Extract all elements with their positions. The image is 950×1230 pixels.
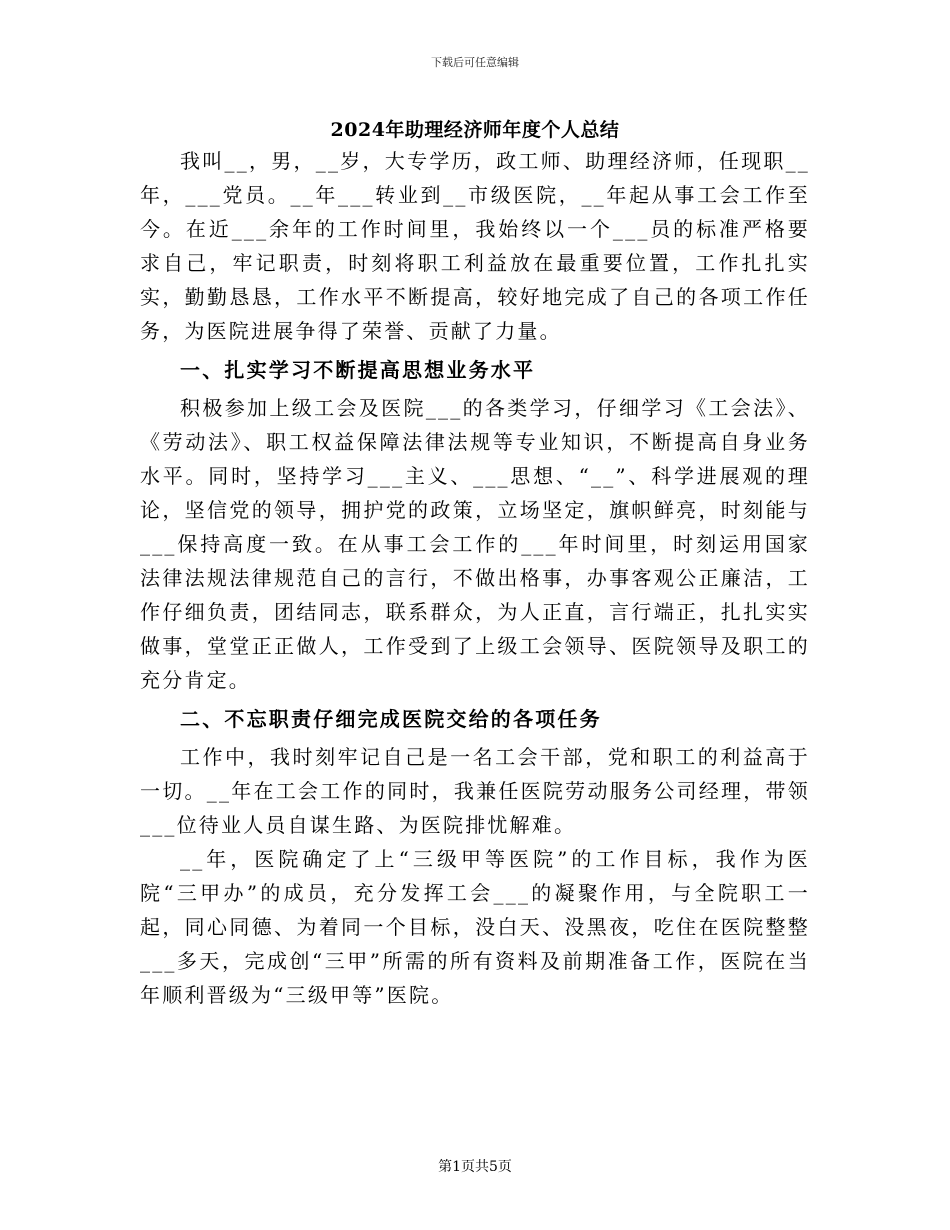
intro-paragraph: 我叫__，男，__岁，大专学历，政工师、助理经济师，任现职__年，___党员。__年___转业到__市级医院，__年起从事工会工作至今。在近___余年的工作时间里，我始终以一个___员的标准严格要求自己，牢记职责，时刻将职工利益放在最重要位置，工作扎扎实实，勤勤恳恳，工作水平不断提高，较好地完成了自己的各项工作任务，为医院进展争得了荣誉、贡献了力量。: [140, 149, 810, 343]
section-2-paragraph-1: 工作中，我时刻牢记自己是一名工会干部，党和职工的利益高于一切。__年在工会工作的同时，我兼任医院劳动服务公司经理，带领___位待业人员自谋生路、为医院排忧解难。: [140, 745, 810, 837]
section-1-paragraph: 积极参加上级工会及医院___的各类学习，仔细学习《工会法》、《劳动法》、职工权益保障法律法规等专业知识，不断提高自身业务水平。同时，坚持学习___主义、___思想、“__”、科学进展观的理论，坚信党的领导，拥护党的政策，立场坚定，旗帜鲜亮，时刻能与___保持高度一致。在从事工会工作的___年时间里，时刻运用国家法律法规法律规范自己的言行，不做出格事，办事客观公正廉洁，工作仔细负责，团结同志，联系群众，为人正直，言行端正，扎扎实实做事，堂堂正正做人，工作受到了上级工会领导、医院领导及职工的充分肯定。: [140, 396, 810, 692]
document-title: 2024年助理经济师年度个人总结: [330, 119, 620, 141]
page-number: 第1页共5页: [438, 1159, 512, 1175]
header-note: 下载后可任意编辑: [431, 56, 519, 69]
section-heading-2: 二、不忘职责仔细完成医院交给的各项任务: [180, 707, 602, 731]
section-2-paragraph-2: __年，医院确定了上“三级甲等医院”的工作目标，我作为医院“三甲办”的成员，充分发挥工会___的凝聚作用，与全院职工一起，同心同德、为着同一个目标，没白天、没黑夜，吃住在医院整整___多天，完成创“三甲”所需的所有资料及前期准备工作，医院在当年顺利晋级为“三级甲等”医院。: [140, 847, 810, 1007]
document-body: [140, 144, 810, 1012]
section-heading-1: 一、扎实学习不断提高思想业务水平: [180, 358, 536, 382]
